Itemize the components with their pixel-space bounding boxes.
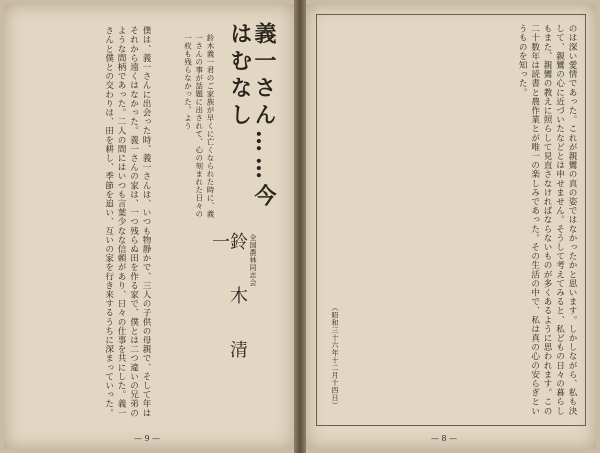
author-affiliation: 全国農林同志会 xyxy=(249,234,257,287)
book-gutter xyxy=(294,0,306,453)
right-page xyxy=(306,4,596,449)
article-tagline: 鈴木義一君のご家族が早くに亡くなられた時に、義一さんの事が話題に出されて、心の刻まれた日々の一枚も残らなかった。よう xyxy=(183,34,215,218)
right-body-text: のは深い愛情であった。これが親鸞の真の姿ではなかったかと思います。しかしながら、私も決して、親鸞の心に近づいたなどとは申せません。そうして考えてみると、私どもの日々の暮らしもまた、親鸞の教えに照らして見直さなければならないものが多くあるように思われます。この二十数年は読書と農作業とが唯一の楽しみであった。その生活の中で、私は真の心の安らぎというものを知った。 xyxy=(517,24,577,416)
page-number-left: — 9 — xyxy=(134,434,161,443)
left-page xyxy=(4,4,294,449)
date-note: （昭和三十六年十二月十四日） xyxy=(331,304,339,409)
left-body-text: 僕は、義一さんに出会った時、義一さんは、いつも物静かで、三人の子供の母親で、そして年はそれから遠くはなかった。義一さんの家は、一つ残らぬ田を作る家で、僕とは二つ違いの兄弟のような間柄であった。二人の間にはいつも言葉少なな信頼があり、日々の仕事を共にした。義一さんと僕との交わりは、田を耕し、季節を追い、互いの家を行き来するうちに深まっていった。 xyxy=(103,26,151,418)
author-name: 鈴 木 清 一 xyxy=(209,232,248,394)
page-number-right: — 8 — xyxy=(431,434,458,443)
article-title: 義一さん……今はむなし xyxy=(226,22,277,211)
